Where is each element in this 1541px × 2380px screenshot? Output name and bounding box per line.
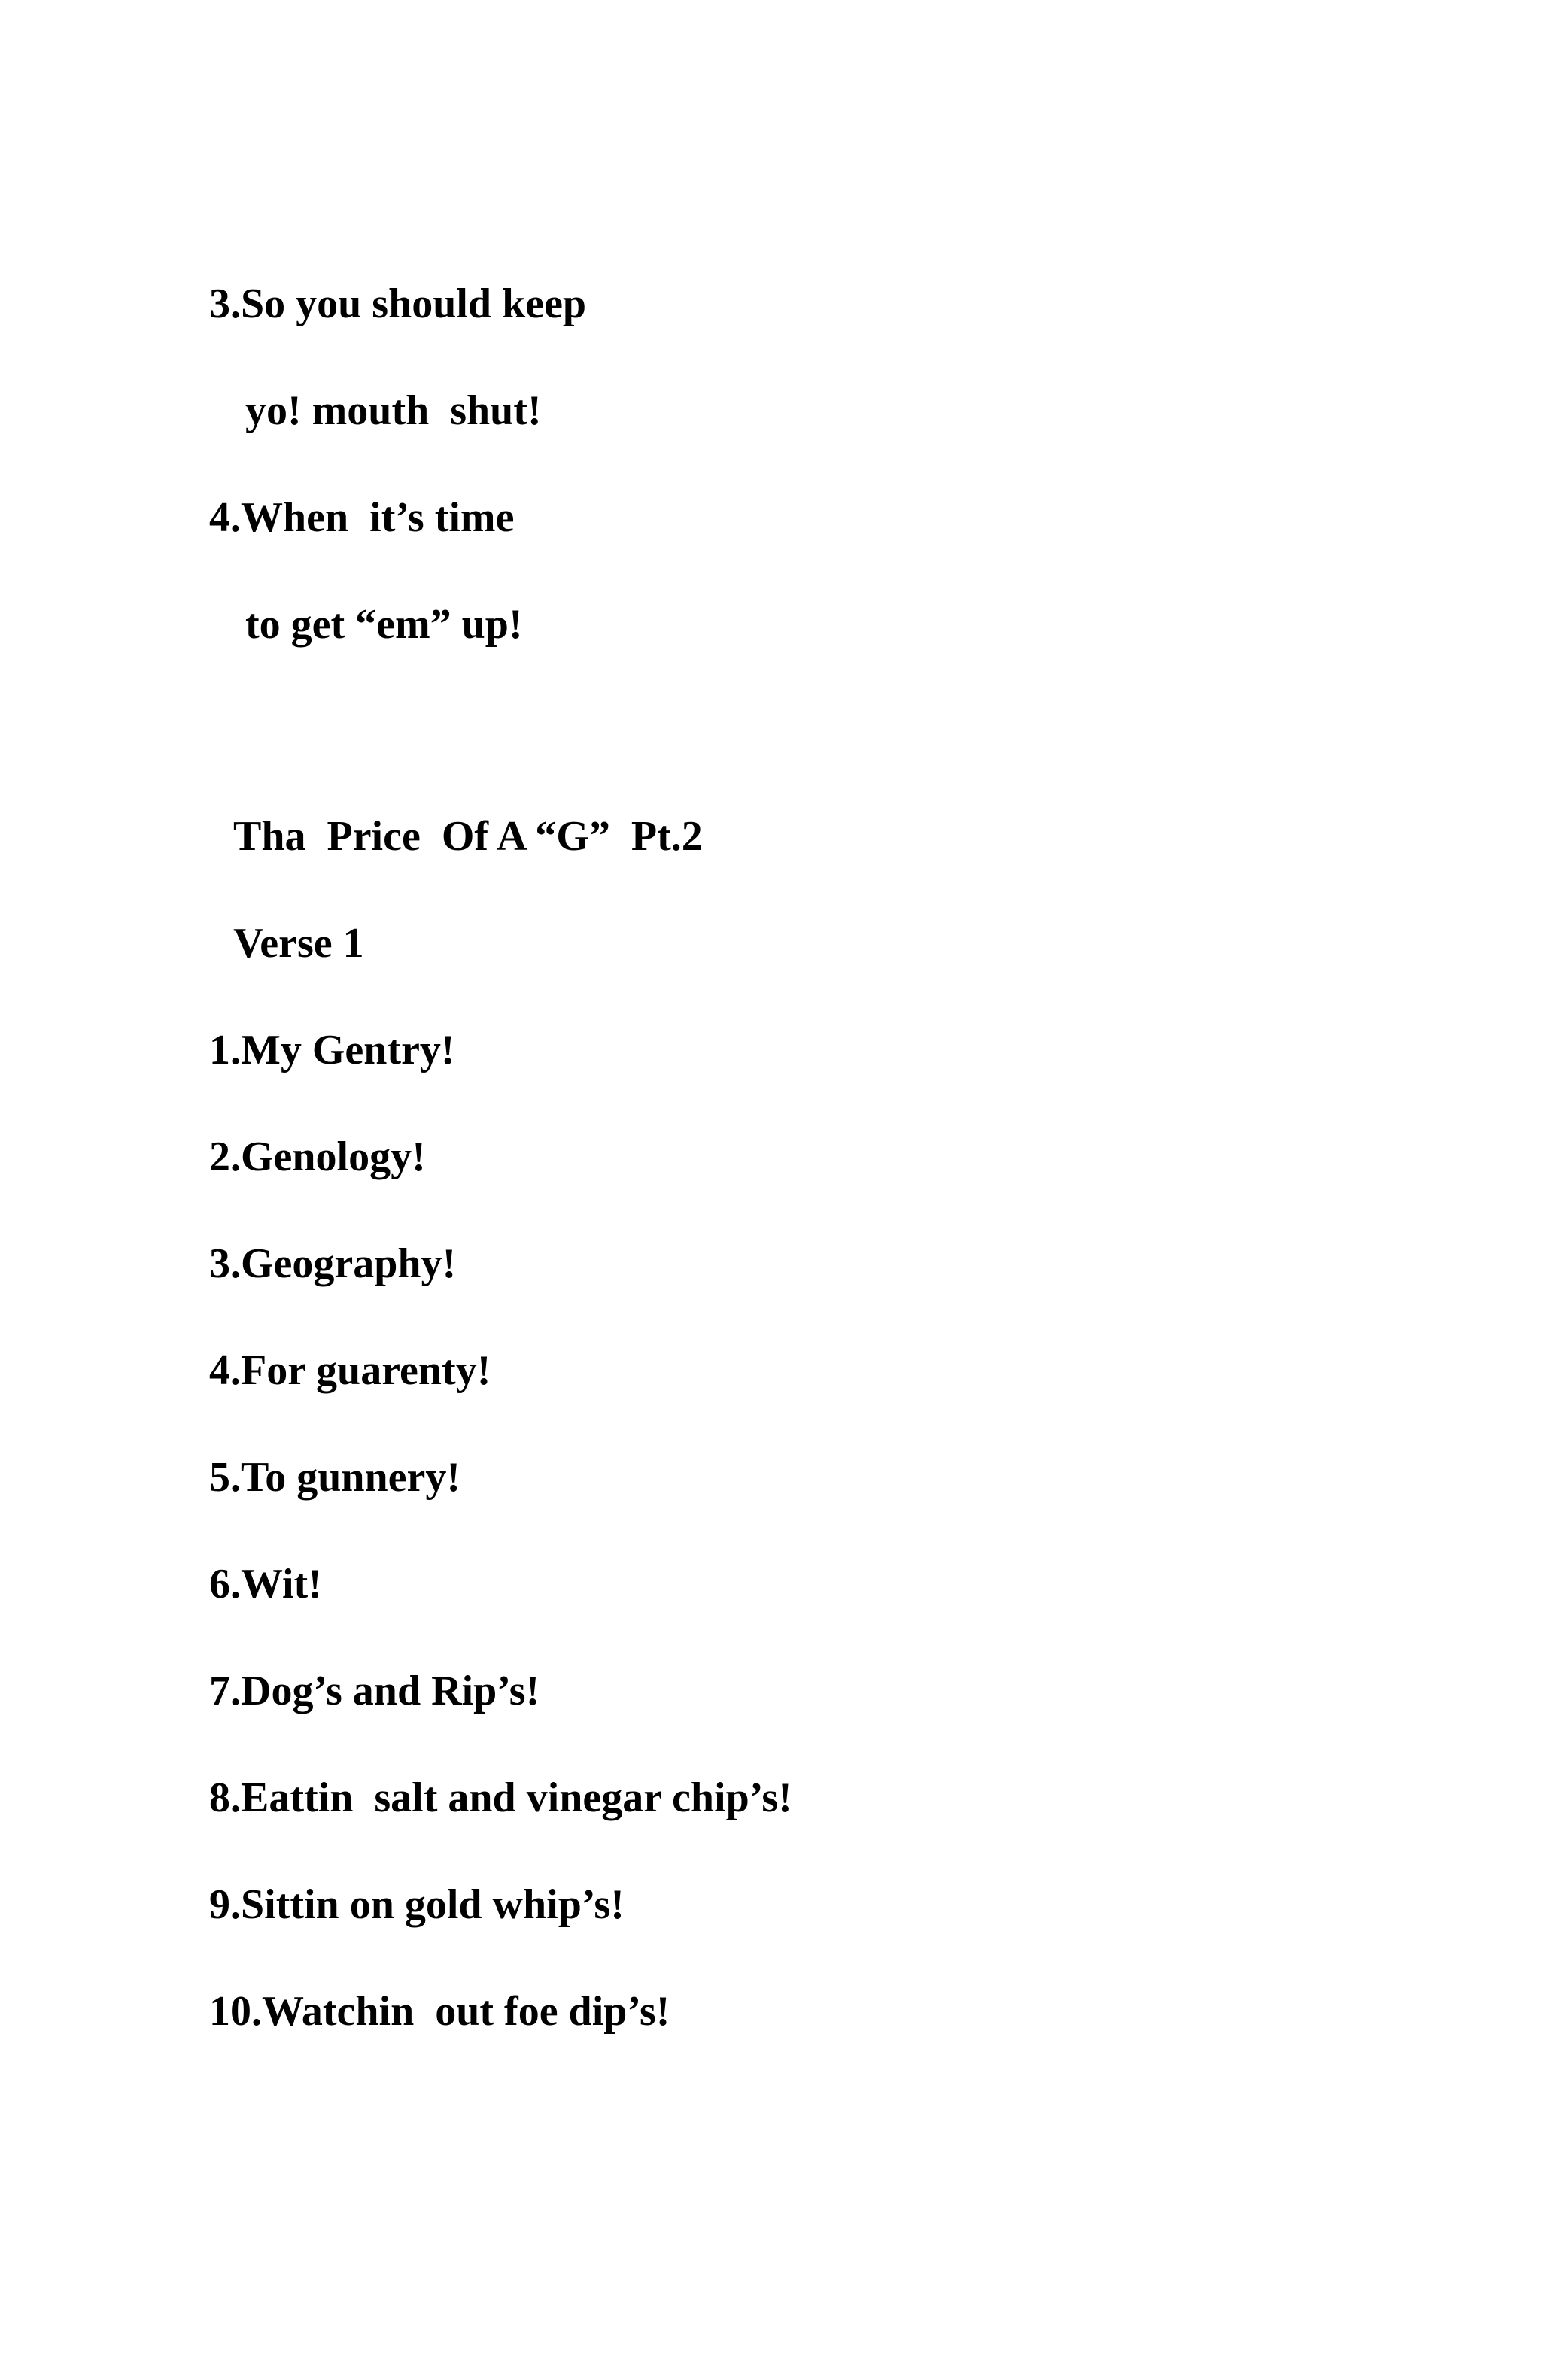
verse-line-4: 4.For guarenty! [209, 1347, 491, 1394]
verse-line-2: 2.Genology! [209, 1134, 426, 1180]
verse-label: Verse 1 [233, 920, 364, 967]
previous-verse-line-4: 4.When it’s time [209, 494, 515, 541]
verse-line-7: 7.Dog’s and Rip’s! [209, 1668, 540, 1714]
previous-verse-line-3-continued: yo! mouth shut! [245, 387, 542, 434]
song-title: Tha Price Of A “G” Pt.2 [233, 813, 703, 860]
previous-verse-line-4-continued: to get “em” up! [245, 601, 523, 648]
previous-verse-line-3: 3.So you should keep [209, 281, 587, 327]
verse-line-5: 5.To gunnery! [209, 1454, 461, 1501]
verse-line-6: 6.Wit! [209, 1561, 322, 1607]
verse-line-8: 8.Eattin salt and vinegar chip’s! [209, 1774, 792, 1821]
verse-line-3: 3.Geography! [209, 1240, 457, 1287]
verse-line-9: 9.Sittin on gold whip’s! [209, 1881, 625, 1928]
verse-line-1: 1.My Gentry! [209, 1027, 455, 1073]
verse-line-10: 10.Watchin out foe dip’s! [209, 1988, 670, 2035]
